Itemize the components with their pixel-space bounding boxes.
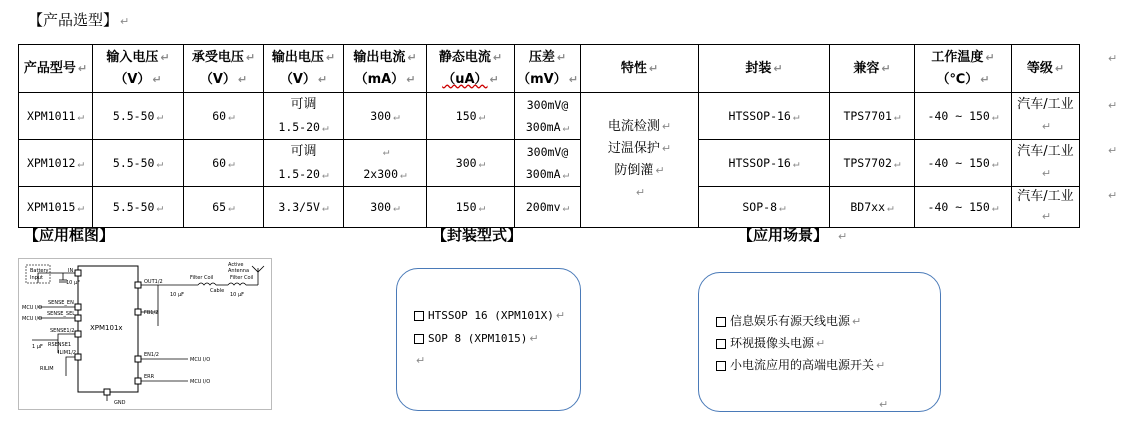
svg-text:RILIM: RILIM xyxy=(40,366,54,372)
cell-iq: 150 ↵ xyxy=(427,187,515,228)
scenario-item: 信息娱乐有源天线电源 ↵ xyxy=(716,312,861,329)
cell-dropout: 300mV@ 300mA ↵ xyxy=(515,93,581,140)
svg-text:Cable: Cable xyxy=(210,288,225,294)
svg-text:ILIM1/2: ILIM1/2 xyxy=(58,350,77,356)
cell-vout: 可调 1.5-20 ↵ xyxy=(264,140,344,187)
header-withstand-voltage: 承受电压 ↵ （V） ↵ xyxy=(184,45,264,93)
table-row xyxy=(19,187,1080,228)
cell-compat: BD7xx ↵ xyxy=(830,187,915,228)
scenario-box: 信息娱乐有源天线电源 ↵ 环视摄像头电源 ↵ 小电流应用的高端电源开关 ↵ ↵ xyxy=(698,272,941,412)
svg-text:EN1/2: EN1/2 xyxy=(144,352,159,358)
cell-grade: 汽车/工业↵ xyxy=(1012,93,1080,140)
cell-temp: -40 ~ 150 ↵ xyxy=(915,187,1012,228)
cell-iout: ↵ 2x300 ↵ xyxy=(344,140,427,187)
cell-iout: 300 ↵ xyxy=(344,93,427,140)
cell-vmax: 65 ↵ xyxy=(184,187,264,228)
cell-vmax: 60 ↵ xyxy=(184,93,264,140)
checkbox-icon xyxy=(716,317,726,327)
svg-text:FB1/2: FB1/2 xyxy=(144,310,159,316)
cell-temp: -40 ~ 150 ↵ xyxy=(915,93,1012,140)
cell-model: XPM1015 ↵ xyxy=(19,187,93,228)
svg-text:MCU I/O: MCU I/O xyxy=(22,316,43,322)
svg-text:Input: Input xyxy=(30,275,43,281)
svg-text:ERR: ERR xyxy=(144,374,155,380)
battery-label: Battery xyxy=(30,268,49,274)
cell-grade: 汽车/工业↵ xyxy=(1012,187,1080,228)
svg-text:Filter Coil: Filter Coil xyxy=(230,275,254,281)
header-model: 产品型号 ↵ xyxy=(19,45,93,93)
table-header-row xyxy=(19,45,1080,93)
svg-text:10 µF: 10 µF xyxy=(170,292,185,298)
cell-model: XPM1012 ↵ xyxy=(19,140,93,187)
cell-vin: 5.5-50 ↵ xyxy=(93,187,184,228)
svg-text:10 µF: 10 µF xyxy=(230,292,245,298)
svg-text:Filter Coil: Filter Coil xyxy=(190,275,214,281)
cell-vin: 5.5-50 ↵ xyxy=(93,140,184,187)
header-output-current: 输出电流 ↵ （mA） ↵ xyxy=(344,45,427,93)
chip-label: XPM101x xyxy=(90,324,123,332)
package-item: SOP 8 (XPM1015) ↵ xyxy=(414,331,539,345)
svg-text:SENSE1/2: SENSE1/2 xyxy=(50,328,75,334)
package-item: HTSSOP 16 (XPM101X) ↵ xyxy=(414,308,565,322)
table-row xyxy=(19,93,1080,140)
header-output-voltage: 输出电压 ↵ （V） ↵ xyxy=(264,45,344,93)
header-temperature: 工作温度 ↵ （℃） ↵ xyxy=(915,45,1012,93)
cell-package: HTSSOP-16 ↵ xyxy=(699,93,830,140)
cell-package: SOP-8 ↵ xyxy=(699,187,830,228)
section-title-scenario: 【应用场景】 ↵ xyxy=(738,226,848,244)
svg-text:10 µF: 10 µF xyxy=(66,280,81,286)
svg-text:SENSE_SEL: SENSE_SEL xyxy=(47,311,76,317)
cell-dropout: 300mV@ 300mA ↵ xyxy=(515,140,581,187)
section-title-app-diagram: 【应用框图】 xyxy=(24,226,115,244)
checkbox-icon xyxy=(414,311,424,321)
cell-vin: 5.5-50 ↵ xyxy=(93,93,184,140)
header-package: 封装 ↵ xyxy=(699,45,830,93)
application-block-diagram xyxy=(18,258,272,410)
svg-text:1 µF: 1 µF xyxy=(32,344,43,350)
cell-grade: 汽车/工业↵ xyxy=(1012,140,1080,187)
svg-text:MCU I/O: MCU I/O xyxy=(190,379,211,385)
package-box: HTSSOP 16 (XPM101X) ↵ SOP 8 (XPM1015) ↵ ↵ xyxy=(396,268,581,411)
header-input-voltage: 输入电压 ↵ （V） ↵ xyxy=(93,45,184,93)
svg-text:RSENSE1: RSENSE1 xyxy=(48,342,72,348)
svg-text:Active: Active xyxy=(228,262,244,268)
checkbox-icon xyxy=(716,339,726,349)
cell-iout: 300 ↵ xyxy=(344,187,427,228)
cell-vout: 3.3/5V ↵ xyxy=(264,187,344,228)
scenario-item: 小电流应用的高端电源开关 ↵ xyxy=(716,356,885,373)
svg-text:Antenna: Antenna xyxy=(228,268,250,274)
svg-text:IN: IN xyxy=(68,268,74,274)
svg-text:GND: GND xyxy=(114,400,126,406)
cell-compat: TPS7702 ↵ xyxy=(830,140,915,187)
cell-temp: -40 ~ 150 ↵ xyxy=(915,140,1012,187)
cell-iq: 300 ↵ xyxy=(427,140,515,187)
product-selection-table xyxy=(18,44,1080,228)
cell-vmax: 60 ↵ xyxy=(184,140,264,187)
svg-text:MCU I/O: MCU I/O xyxy=(22,305,43,311)
table-row xyxy=(19,140,1080,187)
cell-compat: TPS7701 ↵ xyxy=(830,93,915,140)
cell-dropout: 200mv ↵ xyxy=(515,187,581,228)
page-title: 【产品选型】 ↵ xyxy=(28,11,130,29)
header-compatible: 兼容 ↵ xyxy=(830,45,915,93)
header-dropout: 压差 ↵ （mV） ↵ xyxy=(515,45,581,93)
header-grade: 等级 ↵ xyxy=(1012,45,1080,93)
cell-features: 电流检测 ↵ 过温保护 ↵ 防倒灌 ↵ ↵ xyxy=(581,93,699,228)
cell-iq: 150 ↵ xyxy=(427,93,515,140)
cell-model: XPM1011 ↵ xyxy=(19,93,93,140)
svg-text:MCU I/O: MCU I/O xyxy=(190,357,211,363)
scenario-item: 环视摄像头电源 ↵ xyxy=(716,334,825,351)
svg-text:SENSE_EN: SENSE_EN xyxy=(48,300,74,306)
svg-text:OUT1/2: OUT1/2 xyxy=(144,279,163,285)
header-quiescent-current: 静态电流 ↵ （uA） ↵ xyxy=(427,45,515,93)
cell-package: HTSSOP-16 ↵ xyxy=(699,140,830,187)
checkbox-icon xyxy=(716,361,726,371)
section-title-package: 【封装型式】 xyxy=(432,226,523,244)
cell-vout: 可调 1.5-20 ↵ xyxy=(264,93,344,140)
checkbox-icon xyxy=(414,334,424,344)
header-features: 特性 ↵ xyxy=(581,45,699,93)
